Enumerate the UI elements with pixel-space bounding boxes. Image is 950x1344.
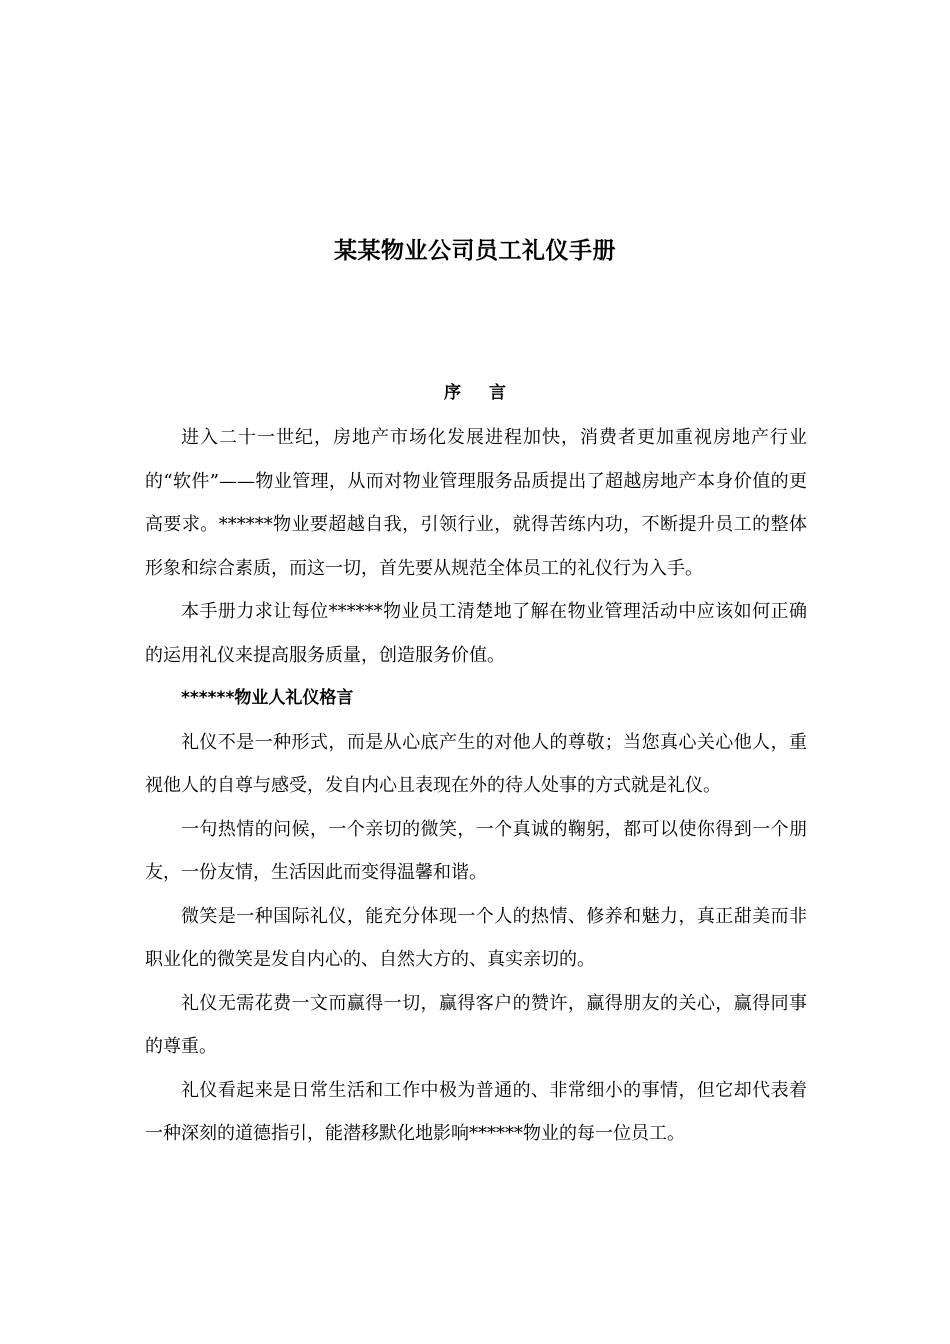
preface-paragraph-2: 本手册力求让每位******物业员工清楚地了解在物业管理活动中应该如何正确的运用礼仪来提高服务质量，创造服务价值。 <box>145 601 807 666</box>
maxim-paragraph-5: 礼仪看起来是日常生活和工作中极为普通的、非常细小的事情，但它却代表着一种深刻的道德指引，能潜移默化地影响******物业的每一位员工。 <box>145 1079 807 1144</box>
preface-paragraph-1: 进入二十一世纪，房地产市场化发展进程加快，消费者更加重视房地产行业的“软件”——物业管理，从而对物业管理服务品质提出了超越房地产本身价值的更高要求。******物业要超越自我，引领行业，就得苦练内功，不断提升员工的整体形象和综合素质，而这一切，首先要从规范全体员工的礼仪行为入手。 <box>145 427 807 579</box>
maxims-heading: ******物业人礼仪格言 <box>181 688 354 708</box>
preface-heading-left: 序 <box>444 383 461 403</box>
maxim-paragraph-3: 微笑是一种国际礼仪，能充分体现一个人的热情、修养和魅力，真正甜美而非职业化的微笑是发自内心的、自然大方的、真实亲切的。 <box>145 905 807 970</box>
maxim-paragraph-1: 礼仪不是一种形式，而是从心底产生的对他人的尊敬；当您真心关心他人，重视他人的自尊与感受，发自内心且表现在外的待人处事的方式就是礼仪。 <box>145 731 807 796</box>
maxim-paragraph-4: 礼仪无需花费一文而赢得一切，赢得客户的赞许，赢得朋友的关心，赢得同事的尊重。 <box>145 992 807 1057</box>
preface-heading <box>0 378 950 403</box>
document-body <box>145 416 807 1156</box>
maxim-paragraph-2: 一句热情的问候，一个亲切的微笑，一个真诚的鞠躬，都可以使你得到一个朋友，一份友情，生活因此而变得温馨和谐。 <box>145 818 807 883</box>
preface-heading-right: 言 <box>489 383 506 403</box>
document-title: 某某物业公司员工礼仪手册 <box>334 238 616 264</box>
